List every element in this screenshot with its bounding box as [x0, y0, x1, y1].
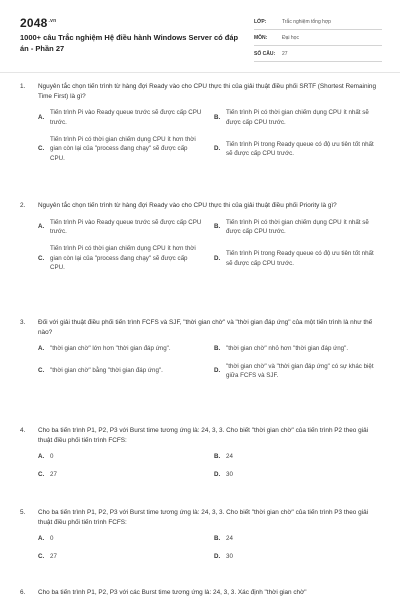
answer-options [38, 108, 382, 163]
answer-option-b[interactable] [214, 108, 382, 127]
option-text: Tiến trình Pi trong Ready queue có độ ưu tiên tốt nhất sẽ được cấp CPU trước. [226, 250, 374, 267]
document-meta [254, 14, 382, 62]
meta-row-count [254, 46, 382, 62]
question-item [20, 201, 382, 273]
header-divider [0, 72, 400, 73]
answer-option-b[interactable] [214, 452, 382, 461]
question-number: 2. [20, 202, 26, 209]
option-text: 30 [226, 470, 233, 478]
answer-option-a[interactable] [38, 452, 206, 461]
answer-option-d[interactable] [214, 552, 382, 561]
answer-option-c[interactable] [38, 362, 206, 381]
question-item-partial [20, 588, 382, 600]
option-text: 27 [50, 552, 57, 560]
answer-options [38, 344, 382, 380]
option-text: 24 [226, 453, 233, 461]
option-letter: A. [38, 535, 45, 543]
answer-option-b[interactable] [214, 218, 382, 237]
option-letter: C. [38, 552, 45, 560]
option-letter: B. [214, 345, 221, 353]
answer-options [38, 534, 382, 561]
answer-option-c[interactable] [38, 470, 206, 479]
option-text: "thời gian chờ" bằng "thời gian đáp ứng". [50, 367, 163, 375]
answer-option-d[interactable] [214, 244, 382, 272]
question-text: Cho ba tiến trình P1, P2, P3 với Burst time tương ứng là: 24, 3, 3. Cho biết "thời gian chờ" của tiến trình P3 theo giải thuật điều phối tiến trình FCFS: [38, 509, 369, 526]
meta-value: 27 [282, 50, 288, 57]
answer-options [38, 218, 382, 273]
option-text: 24 [226, 535, 233, 543]
option-letter: D. [214, 254, 221, 262]
page-header [0, 0, 400, 66]
option-text: "thời gian chờ" nhỏ hơn "thời gian đáp ứng". [226, 345, 349, 353]
option-letter: A. [38, 113, 45, 121]
question-number: 5. [20, 509, 26, 516]
option-letter: A. [38, 453, 45, 461]
answer-option-a[interactable] [38, 108, 206, 127]
question-text: Đối với giải thuật điều phối tiến trình FCFS và SJF, "thời gian chờ" và "thời gian đáp ứng" của một tiến trình là như thế nào? [38, 319, 373, 336]
question-number: 6. [20, 589, 26, 596]
option-text: Tiến trình Pi có thời gian chiếm dụng CPU ít hơn thời gian còn lại của "process đang chạy" sẽ được cấp CPU. [50, 136, 196, 162]
answer-option-b[interactable] [214, 344, 382, 353]
question-number: 1. [20, 83, 26, 90]
document-title: 1000+ câu Trắc nghiệm Hệ điều hành Windows Server có đáp án - Phần 27 [20, 33, 239, 53]
option-text: Tiến trình Pi có thời gian chiếm dụng CPU ít nhất sẽ được cấp CPU trước. [226, 109, 369, 126]
question-item [20, 426, 382, 479]
question-number: 4. [20, 427, 26, 434]
question-item [20, 508, 382, 561]
option-letter: B. [214, 113, 221, 121]
logo-main: 2048 [20, 16, 48, 30]
option-letter: D. [214, 145, 221, 153]
option-text: Tiến trình Pi có thời gian chiếm dụng CPU ít nhất sẽ được cấp CPU trước. [226, 218, 369, 235]
option-letter: B. [214, 223, 221, 231]
option-letter: D. [214, 470, 221, 478]
option-letter: C. [38, 145, 45, 153]
answer-options [38, 452, 382, 479]
question-text: Cho ba tiến trình P1, P2, P3 với Burst time tương ứng là: 24, 3, 3. Cho biết "thời gian chờ" của tiến trình P2 theo giải thuật điều phối tiến trình FCFS: [38, 427, 369, 444]
option-text: "thời gian chờ" và "thời gian đáp ứng" có sự khác biệt giữa FCFS và SJF. [226, 362, 374, 379]
answer-option-d[interactable] [214, 470, 382, 479]
question-text: Nguyên tắc chọn tiến trình từ hàng đợi Ready vào cho CPU thực thi của giải thuật điều phối Priority là gì? [38, 202, 337, 209]
meta-label: LỚP: [254, 18, 267, 25]
answer-option-d[interactable] [214, 135, 382, 163]
question-text: Cho ba tiến trình P1, P2, P3 với các Burst time tương ứng là: 24, 3, 3. Xác định "thời gian chờ" [38, 589, 307, 596]
answer-option-a[interactable] [38, 534, 206, 543]
answer-option-c[interactable] [38, 552, 206, 561]
answer-option-d[interactable] [214, 362, 382, 381]
option-letter: A. [38, 345, 45, 353]
question-item [20, 82, 382, 163]
option-text: Tiến trình Pi trong Ready queue có độ ưu tiên tốt nhất sẽ được cấp CPU trước. [226, 140, 374, 158]
option-letter: C. [38, 367, 45, 375]
option-letter: A. [38, 223, 45, 231]
meta-value: Đại học [282, 34, 299, 41]
option-text: 30 [226, 552, 233, 560]
option-letter: D. [214, 367, 221, 375]
option-text: "thời gian chờ" lớn hơn "thời gian đáp ứng". [50, 345, 171, 353]
option-letter: D. [214, 552, 221, 560]
site-logo[interactable] [20, 16, 56, 30]
option-letter: C. [38, 470, 45, 478]
answer-option-c[interactable] [38, 135, 206, 163]
question-number: 3. [20, 319, 26, 326]
answer-option-a[interactable] [38, 218, 206, 237]
meta-row-subject [254, 30, 382, 46]
option-letter: C. [38, 254, 45, 262]
meta-row-class [254, 14, 382, 30]
answer-option-c[interactable] [38, 244, 206, 272]
answer-option-b[interactable] [214, 534, 382, 543]
option-text: Tiến trình Pi vào Ready queue trước sẽ được cấp CPU trước. [50, 218, 202, 235]
logo-tld: .vn [48, 18, 57, 25]
option-text: 27 [50, 470, 57, 478]
question-text: Nguyên tắc chọn tiến trình từ hàng đợi Ready vào cho CPU thực thi của giải thuật điều phối SRTF (Shortest Remaining Time First) là gì? [38, 83, 377, 100]
meta-label: SỐ CÂU: [254, 50, 276, 57]
option-text: 0 [50, 535, 54, 543]
question-item [20, 318, 382, 380]
option-text: Tiến trình Pi vào Ready queue trước sẽ được cấp CPU trước. [50, 109, 202, 126]
option-text: 0 [50, 453, 54, 461]
meta-label: MÔN: [254, 34, 268, 41]
option-letter: B. [214, 453, 221, 461]
meta-value: Trắc nghiệm tổng hợp [282, 18, 331, 25]
option-letter: B. [214, 535, 221, 543]
option-text: Tiến trình Pi có thời gian chiếm dụng CPU ít hơn thời gian còn lại của "process đang chạy" sẽ được cấp CPU. [50, 245, 196, 272]
answer-option-a[interactable] [38, 344, 206, 353]
